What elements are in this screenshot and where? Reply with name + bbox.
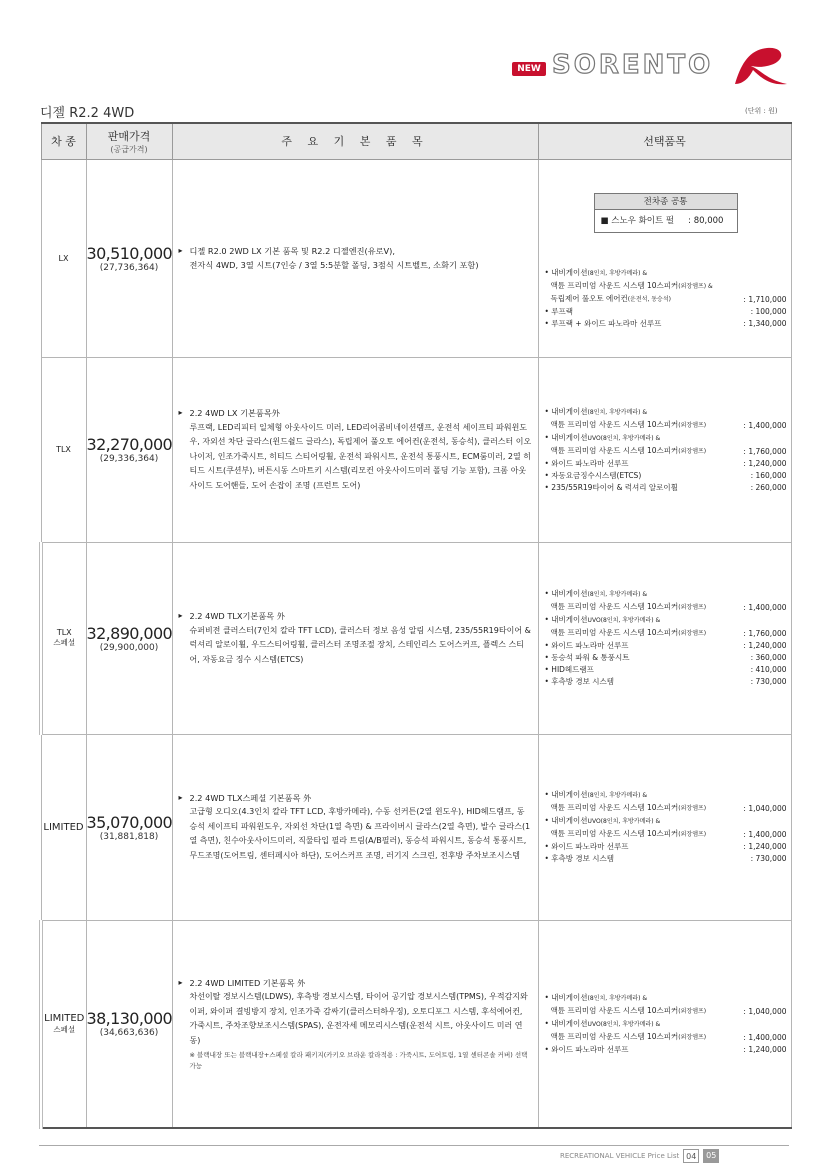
options-cell bbox=[538, 357, 791, 542]
trim-cell bbox=[41, 734, 86, 920]
option-item bbox=[545, 841, 787, 853]
page-number-right: 05 bbox=[703, 1149, 719, 1163]
features-cell bbox=[172, 542, 538, 734]
r-logo-icon bbox=[727, 42, 791, 92]
sale-price: 32,890,000 bbox=[86, 623, 173, 643]
common-option-box bbox=[594, 193, 738, 233]
option-name: • 루프랙 + 와이드 파노라마 선루프 bbox=[544, 318, 662, 328]
table-row bbox=[41, 734, 791, 920]
option-name: • 내비게이션 bbox=[544, 589, 588, 598]
option-price: : 1,760,000 bbox=[743, 446, 787, 456]
option-name: • 내비게이션 bbox=[544, 816, 588, 825]
feature-body: 슈퍼비전 클러스터(7인치 칼라 TFT LCD), 클러스터 정보 음성 알림 시스템, 235/55R19타이어 & 럭셔리 알로이휠, 우드스티어링휠, 클러스터 조명조절 장치, 스테인리스 도어스커프, 플렉스 스티어, 자동요금 징수 시스템(ETCS) bbox=[189, 625, 531, 664]
common-price: : 80,000 bbox=[688, 215, 724, 226]
option-price: : 1,240,000 bbox=[743, 842, 787, 851]
price-cell bbox=[86, 920, 172, 1128]
option-item bbox=[545, 432, 787, 458]
option-item bbox=[545, 318, 787, 330]
features-cell bbox=[172, 357, 538, 542]
option-name: • 내비게이션 bbox=[544, 992, 588, 1002]
option-line2: 액튠 프리미엄 사운드 시스템 10스피커 bbox=[550, 803, 679, 812]
option-price: : 410,000 bbox=[750, 665, 787, 674]
trim-cell bbox=[41, 159, 86, 357]
footer bbox=[560, 1149, 719, 1163]
option-price: : 1,400,000 bbox=[743, 420, 787, 430]
option-sub: (8인치, 후방카메라) & bbox=[587, 408, 648, 416]
option-line2: 액튠 프리미엄 사운드 시스템 10스피커 bbox=[550, 445, 679, 455]
option-name: • 자동요금징수시스템(ETCS) bbox=[544, 470, 642, 480]
option-price: : 1,340,000 bbox=[743, 318, 787, 328]
options-cell bbox=[538, 542, 791, 734]
option-line2: 액튠 프리미엄 사운드 시스템 10스피커 bbox=[550, 829, 679, 838]
trim-sub: 스페셜 bbox=[53, 1024, 76, 1034]
option-price: : 1,240,000 bbox=[743, 1044, 787, 1054]
table-row bbox=[41, 920, 791, 1128]
option-sub: (8인치, 후방카메라) & bbox=[587, 994, 648, 1002]
trim-name: TLX bbox=[56, 628, 72, 637]
table-row bbox=[41, 542, 791, 734]
option-name: • 내비게이션 bbox=[544, 615, 588, 624]
price-cell bbox=[86, 159, 172, 357]
option-price: : 1,040,000 bbox=[743, 804, 787, 813]
trim-cell bbox=[41, 357, 86, 542]
option-price: : 1,040,000 bbox=[743, 1006, 787, 1016]
option-name: • 후측방 경보 시스템 bbox=[544, 677, 615, 686]
price-cell bbox=[86, 357, 172, 542]
option-price: : 260,000 bbox=[750, 482, 787, 492]
option-name: • 후측방 경보 시스템 bbox=[544, 854, 615, 863]
header-price-label: 판매가격 bbox=[107, 129, 151, 143]
option-name: • 내비게이션 bbox=[544, 267, 588, 277]
option-price: : 100,000 bbox=[750, 306, 787, 316]
supply-price: (34,663,636) bbox=[99, 1028, 159, 1039]
option-price: : 730,000 bbox=[750, 854, 787, 863]
table-row bbox=[41, 159, 791, 357]
option-name: • 루프랙 bbox=[544, 306, 574, 316]
trim-name: LIMITED bbox=[44, 1012, 85, 1024]
trim-name: LIMITED bbox=[43, 821, 84, 833]
trim-name: LX bbox=[58, 253, 69, 263]
feature-head: ▸ 2.2 4WD LX 기본품목外 bbox=[179, 406, 532, 421]
feature-head: ▸ 디젤 R2.0 2WD LX 기본 품목 및 R2.2 디젤엔진(유로V), bbox=[179, 244, 532, 259]
option-line2: 액튠 프리미엄 사운드 시스템 10스피커 bbox=[550, 628, 679, 637]
option-line2-sub: (외장앰프) bbox=[678, 1007, 707, 1015]
option-item bbox=[545, 406, 787, 432]
option-item bbox=[545, 267, 787, 306]
option-sub: UVO(8인치, 후방카메라) & bbox=[587, 1020, 661, 1028]
option-price: : 1,400,000 bbox=[743, 830, 787, 839]
option-line2-sub: (외장앰프) bbox=[678, 421, 707, 429]
header-features: 주 요 기 본 품 목 bbox=[172, 123, 538, 159]
sorento-logo bbox=[512, 48, 792, 88]
option-name: • 내비게이션 bbox=[544, 1018, 588, 1028]
option-line2: 액튠 프리미엄 사운드 시스템 10스피커 bbox=[550, 280, 679, 290]
option-name: • HID헤드램프 bbox=[544, 665, 594, 674]
option-line2-sub: (외장앰프) bbox=[678, 805, 707, 812]
option-line2: 액튠 프리미엄 사운드 시스템 10스피커 bbox=[550, 419, 679, 429]
unit-label: (단위 : 원) bbox=[745, 107, 778, 115]
sale-price: 32,270,000 bbox=[86, 435, 173, 454]
option-item bbox=[545, 652, 787, 664]
option-line2-sub: (외장앰프) bbox=[678, 604, 707, 611]
option-item bbox=[545, 1018, 787, 1044]
section-title: 디젤 R2.2 4WD bbox=[40, 106, 135, 121]
feature-body: 전자식 4WD, 3열 시트(7인승 / 3열 5:5분할 폴딩, 3점식 시트벨트, 소화기 포함) bbox=[189, 260, 479, 270]
price-cell bbox=[86, 542, 172, 734]
feature-body: 고급형 오디오(4.3인치 칼라 TFT LCD, 후방카메라), 수동 선커튼(2열 윈도우), HID헤드램프, 동승석 세이프티 파워윈도우, 자외선 차단(1열 측면) & 프라이버시 글라스(2열 측면), 발수 글라스(1열 측면), 친수아웃사이드미러, 직물타입 필라 트림(A/B필러), 동승석 파워시트, 동승석 통풍시트, 무드조명(도어트림, 센터페시아 하단), 도어스커프 조명, 러기지 스크린, 전후방 주차보조시스템 bbox=[189, 807, 531, 860]
option-line2: 액튠 프리미엄 사운드 시스템 10스피커 bbox=[550, 1031, 679, 1041]
price-cell bbox=[86, 734, 172, 920]
sale-price: 38,130,000 bbox=[86, 1009, 173, 1029]
option-item bbox=[545, 640, 787, 652]
option-item bbox=[545, 588, 787, 614]
option-item bbox=[545, 815, 787, 841]
header-price bbox=[86, 123, 172, 159]
option-name: • 와이드 파노라마 선루프 bbox=[544, 1044, 629, 1054]
option-item bbox=[545, 992, 787, 1018]
option-line2: 액튠 프리미엄 사운드 시스템 10스피커 bbox=[550, 602, 679, 611]
table-header-row bbox=[41, 123, 791, 159]
option-sub: UVO(8인치, 후방카메라) & bbox=[587, 818, 661, 825]
option-sub: UVO(8인치, 후방카메라) & bbox=[587, 617, 661, 624]
option-name: • 내비게이션 bbox=[544, 406, 588, 416]
option-price: : 160,000 bbox=[750, 470, 787, 480]
option-line2-sub: (외장앰프) & bbox=[678, 282, 713, 290]
options-cell bbox=[538, 920, 791, 1128]
option-item bbox=[545, 676, 787, 688]
option-line2-sub: (외장앰프) bbox=[678, 831, 707, 838]
option-item bbox=[545, 614, 787, 640]
footer-text: RECREATIONAL VEHICLE Price List bbox=[560, 1152, 680, 1160]
trim-name: TLX bbox=[56, 445, 71, 454]
supply-price: (27,736,364) bbox=[99, 262, 159, 273]
option-item bbox=[545, 789, 787, 815]
trim-cell bbox=[41, 542, 86, 734]
option-line2: 액튠 프리미엄 사운드 시스템 10스피커 bbox=[550, 1005, 679, 1015]
option-price: : 1,760,000 bbox=[743, 629, 787, 638]
feature-head: ▸ 2.2 4WD LIMITED 기본품목 外 bbox=[179, 976, 532, 991]
option-price: : 1,240,000 bbox=[743, 458, 787, 468]
option-item bbox=[545, 458, 787, 470]
feature-head: ▸ 2.2 4WD TLX스페셜 기본품목 外 bbox=[179, 791, 532, 806]
option-line2-sub: (외장앰프) bbox=[678, 447, 707, 455]
option-name: • 와이드 파노라마 선루프 bbox=[544, 641, 629, 650]
common-value bbox=[595, 210, 737, 232]
features-cell bbox=[172, 734, 538, 920]
options-cell bbox=[538, 734, 791, 920]
option-name: • 내비게이션 bbox=[544, 432, 588, 442]
option-name: • 와이드 파노라마 선루프 bbox=[544, 458, 629, 468]
option-price: : 360,000 bbox=[750, 653, 787, 662]
feature-head: ▸ 2.2 4WD TLX기본품목 外 bbox=[179, 609, 532, 624]
option-line3-sub: (운전석, 동승석) bbox=[627, 295, 671, 303]
option-item bbox=[545, 482, 787, 494]
header-trim: 차 종 bbox=[41, 123, 86, 159]
price-table bbox=[39, 122, 792, 1129]
option-price: : 730,000 bbox=[750, 677, 787, 686]
option-name: • 동승석 파워 & 통풍시트 bbox=[544, 653, 630, 662]
option-name: • 와이드 파노라마 선루프 bbox=[544, 842, 629, 851]
page-number-left: 04 bbox=[683, 1149, 699, 1163]
supply-price: (29,900,000) bbox=[99, 642, 159, 653]
option-sub: (8인치, 후방카메라) & bbox=[587, 792, 648, 799]
option-item bbox=[545, 1044, 787, 1056]
table-row bbox=[41, 357, 791, 542]
option-name: • 235/55R19타이어 & 럭셔리 알로이휠 bbox=[544, 482, 678, 492]
sale-price: 35,070,000 bbox=[86, 812, 173, 832]
sale-price: 30,510,000 bbox=[86, 243, 173, 263]
option-price: : 1,240,000 bbox=[743, 641, 787, 650]
features-cell bbox=[172, 920, 538, 1128]
features-cell bbox=[172, 159, 538, 357]
option-item bbox=[545, 306, 787, 318]
feature-note: ※ 블랙내장 또는 블랙내장+스페셜 칼라 패키지(카키오 브라운 칼라적용 : 가죽시트, 도어트림, 1열 센터콘솔 커버) 선택 가능 bbox=[189, 1051, 528, 1070]
footer-rule bbox=[39, 1145, 789, 1146]
option-line3: 독립제어 풀오토 에어컨 bbox=[550, 293, 628, 303]
trim-cell bbox=[41, 920, 86, 1128]
options-cell bbox=[538, 159, 791, 357]
header-price-sub: (공급가격) bbox=[110, 144, 148, 154]
option-sub: UVO(8인치, 후방카메라) & bbox=[587, 434, 661, 442]
feature-body: 차선이탈 경보시스템(LDWS), 후측방 경보시스템, 타이어 공기압 경보시스템(TPMS), 우적감지와이퍼, 와이퍼 결빙방지 장치, 인조가죽 감싸기(클러스터하우징), 오토디포그 시스템, 후석에어컨, 가죽시트, 주차조향보조시스템(SPAS), 운전자세 메모리시스템(운전석 시트, 아웃사이드 미러 연동) bbox=[189, 992, 528, 1045]
header-options: 선택품목 bbox=[538, 123, 791, 159]
option-line2-sub: (외장앰프) bbox=[678, 1033, 707, 1041]
option-item bbox=[545, 664, 787, 676]
option-item bbox=[545, 470, 787, 482]
common-item: ■ 스노우 화이트 펄 bbox=[600, 215, 675, 226]
option-item bbox=[545, 853, 787, 865]
option-price: : 1,710,000 bbox=[743, 294, 787, 304]
common-title: 전차종 공통 bbox=[595, 194, 737, 210]
option-price: : 1,400,000 bbox=[743, 1032, 787, 1042]
option-line2-sub: (외장앰프) bbox=[678, 630, 707, 637]
supply-price: (31,881,818) bbox=[99, 831, 159, 842]
option-sub: (8인치, 후방카메라) & bbox=[587, 591, 648, 598]
feature-body: 루프랙, LED리피터 일체형 아웃사이드 미러, LED리어콤비네이션램프, 운전석 세이프티 파워윈도우, 자외선 차단 글라스(윈드쉴드 글라스), 독립제어 풀오토 에어컨(운전석, 동승석), 클러스터 이오나이저, 인조가죽시트, 히티드 스티어링휠, 운전석 파워시트, 운전석 통풍시트, ECM룸미러, 2열 히티드 시트(쿠션부), 버튼시동 스마트키 시스템(리모컨 아웃사이드미러 폴딩 기능 포함), 크롬 아웃사이드 도어핸들, 도어 손잡이 조명 (프런트 도어) bbox=[189, 422, 532, 490]
brand-name: SORENTO bbox=[552, 50, 714, 80]
option-price: : 1,400,000 bbox=[743, 603, 787, 612]
option-name: • 내비게이션 bbox=[544, 790, 588, 799]
trim-sub: 스페셜 bbox=[53, 638, 76, 647]
supply-price: (29,336,364) bbox=[99, 454, 159, 464]
option-sub: (8인치, 후방카메라) & bbox=[587, 269, 648, 277]
new-badge: NEW bbox=[512, 62, 546, 76]
